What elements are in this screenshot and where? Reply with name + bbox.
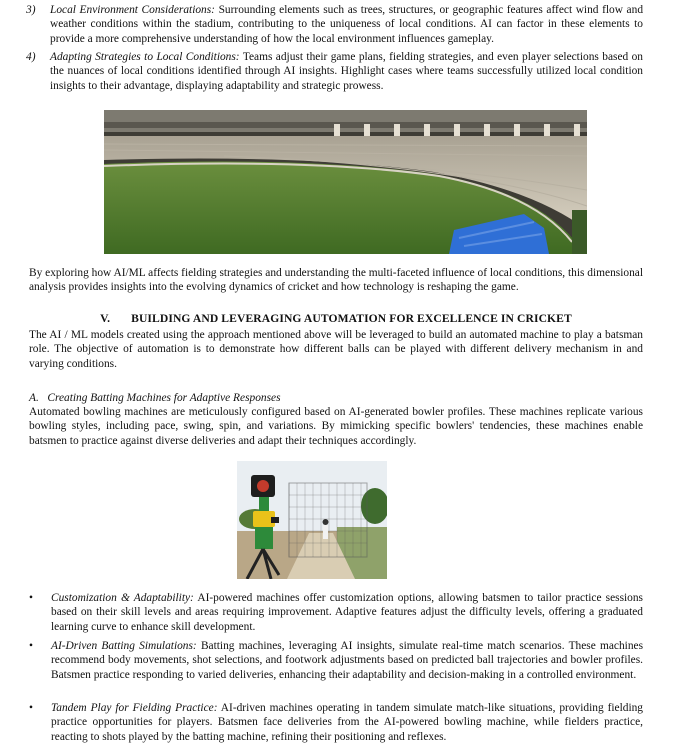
summary-paragraph: By exploring how AI/ML affects fielding strategies and understanding the multi-faceted influence of local conditions, this dimensional analysis provides insights into the evolving dynamics of cricket and how technology is reshaping the game. xyxy=(29,267,643,294)
list-item-body xyxy=(50,50,643,93)
list-item-text: Surrounding elements such as trees, structures, or geographic features affect wind flow and weather conditions within the stadium, contributing to the uniqueness of local conditions. AI can factor in these elements to provide a more comprehensive understanding of how the local environment influences gameplay. xyxy=(50,4,644,45)
bullet-symbol: • xyxy=(29,702,33,714)
list-item-text: Teams adjust their game plans, fielding strategies, and even player selections based on the nuances of local conditions identified through AI insights. Highlight cases where teams successfully utilized local condition insights to their advantage, displaying adaptability and strategic prowess. xyxy=(50,51,644,92)
list-item-title: Adapting Strategies to Local Conditions: xyxy=(50,51,240,63)
bowling-machine-photo xyxy=(237,461,387,579)
subsection-heading: A. Creating Batting Machines for Adaptive Responses xyxy=(29,392,281,404)
bullet-title: Customization & Adaptability: xyxy=(51,592,194,604)
stadium-photo xyxy=(104,110,587,254)
list-marker: 3) xyxy=(26,4,36,16)
bowling-machine-image xyxy=(237,461,387,579)
bullet-body xyxy=(51,639,643,682)
bullet-text: Batting machines, leveraging AI insights, simulate real-time match scenarios. These machines recommend body movements, shot selections, and footwork adjustments based on predicted ball trajectories and bowler profiles. Batsmen practice responding to varied deliveries, enhancing their adaptability and decision-making in a controlled environment. xyxy=(51,640,644,681)
list-item-4 xyxy=(26,50,643,94)
bullet-item-batting-simulations xyxy=(29,639,643,697)
bullet-text: AI-powered machines offer customization options, allowing batsmen to tailor practice sessions based on their skill levels and areas requiring improvement. Adaptive features adjust the difficulty levels, offering a graduated learning curve to enhance skill development. xyxy=(51,592,643,633)
subsection-paragraph: Automated bowling machines are meticulously configured based on AI-generated bowler profiles. These machines replicate various bowling styles, including pace, swing, spin, and variations. By mimicking specific bowlers' tendencies, these machines enable batsmen to practice against diverse deliveries and adapt their techniques accordingly. xyxy=(29,406,643,447)
bullet-body xyxy=(51,701,643,744)
bullet-symbol: • xyxy=(29,640,33,652)
bullet-item-tandem-play xyxy=(29,701,643,745)
section-heading: V. BUILDING AND LEVERAGING AUTOMATION FOR EXCELLENCE IN CRICKET xyxy=(100,312,572,325)
bullet-symbol: • xyxy=(29,592,33,604)
bullet-text: AI-driven machines operating in tandem simulate match-like situations, providing fielding practice opportunities for players. Batsmen face deliveries from the AI-powered bowling machine, while fielders practice, reacting to shots played by the batting machine, refining their positioning and reflexes. xyxy=(51,702,643,743)
bullet-body xyxy=(51,591,643,634)
bullet-title: AI-Driven Batting Simulations: xyxy=(51,640,197,652)
list-item-title: Local Environment Considerations: xyxy=(50,4,215,16)
stadium-image xyxy=(104,110,587,254)
list-marker: 4) xyxy=(26,51,36,63)
section-intro-paragraph: The AI / ML models created using the approach mentioned above will be leveraged to build an automated machine to play a batsman role. The objective of automation is to demonstrate how different balls can be played with different delivery mechanism in and varying conditions. xyxy=(29,329,643,370)
list-item-body xyxy=(50,3,643,46)
list-item-3 xyxy=(26,3,643,47)
bullet-item-customization xyxy=(29,591,643,635)
bullet-title: Tandem Play for Fielding Practice: xyxy=(51,702,218,714)
